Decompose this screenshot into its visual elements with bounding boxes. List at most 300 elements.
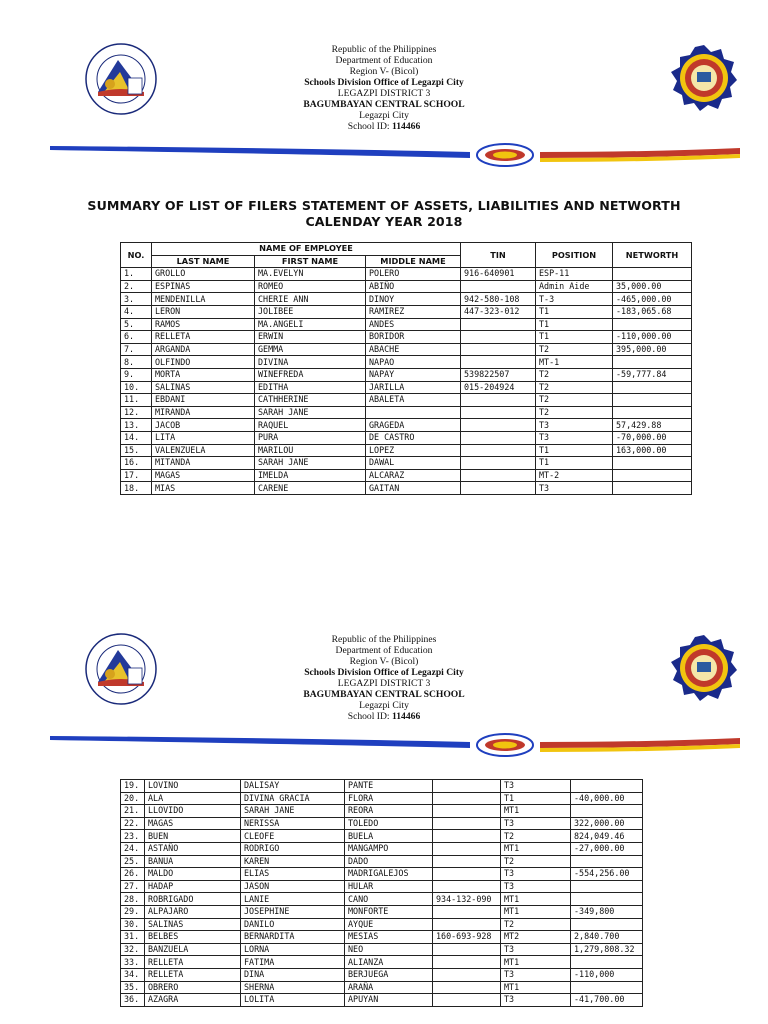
position-cell: T3 (501, 994, 571, 1007)
table-row (121, 943, 643, 956)
position-cell: MT1 (501, 842, 571, 855)
networth-cell: 322,000.00 (571, 817, 643, 830)
row-number: 13. (121, 419, 152, 432)
table-row (121, 331, 692, 344)
table-row (121, 419, 692, 432)
middle-name-cell: DINOY (366, 293, 461, 306)
letterhead (0, 44, 768, 132)
first-name-cell: RAQUEL (255, 419, 366, 432)
first-name-cell: DIVINA (255, 356, 366, 369)
table-row (121, 343, 692, 356)
networth-cell (571, 855, 643, 868)
last-name-cell: RELLETA (145, 956, 241, 969)
header-school: BAGUMBAYAN CENTRAL SCHOOL (303, 99, 465, 110)
networth-cell: 1,279,808.32 (571, 943, 643, 956)
document-page-2 (0, 590, 768, 1024)
table-row (121, 805, 643, 818)
last-name-cell: LOVINO (145, 780, 241, 793)
table-row (121, 469, 692, 482)
row-number: 25. (121, 855, 145, 868)
header-region: Region V- (Bicol) (349, 656, 419, 667)
middle-name-cell: JARILLA (366, 381, 461, 394)
row-number: 18. (121, 482, 152, 495)
networth-cell: -70,000.00 (613, 431, 692, 444)
first-name-cell: CHERIE ANN (255, 293, 366, 306)
middle-name-cell: GAITAN (366, 482, 461, 495)
table-row (121, 280, 692, 293)
last-name-cell: OLFINDO (152, 356, 255, 369)
first-name-cell: WINEFREDA (255, 368, 366, 381)
last-name-cell: AZAGRA (145, 994, 241, 1007)
table-row (121, 868, 643, 881)
tin-cell (461, 331, 536, 344)
first-name-cell: DIVINA GRACIA (241, 792, 345, 805)
row-number: 22. (121, 817, 145, 830)
networth-cell: -110,000.00 (613, 331, 692, 344)
tin-cell (461, 419, 536, 432)
tin-cell (433, 792, 501, 805)
last-name-cell: MAGAS (145, 817, 241, 830)
last-name-cell: EBDANI (152, 394, 255, 407)
tin-cell (433, 968, 501, 981)
networth-cell (571, 981, 643, 994)
first-name-cell: CARENE (255, 482, 366, 495)
first-name-cell: SARAH JANE (241, 805, 345, 818)
first-name-cell: MA.EVELYN (255, 268, 366, 281)
col-group-employee-name: NAME OF EMPLOYEE (152, 243, 461, 256)
filers-table-page-2 (120, 779, 643, 1007)
middle-name-cell: DE CASTRO (366, 431, 461, 444)
table-row (121, 817, 643, 830)
middle-name-cell: BUELA (345, 830, 433, 843)
middle-name-cell: DAWAL (366, 457, 461, 470)
title-line-2: CALENDAY YEAR 2018 (305, 214, 463, 229)
last-name-cell: MITANDA (152, 457, 255, 470)
table-row (121, 792, 643, 805)
header-country: Republic of the Philippines (331, 44, 437, 55)
last-name-cell: LITA (152, 431, 255, 444)
middle-name-cell: APUYAN (345, 994, 433, 1007)
tin-cell: 447-323-012 (461, 305, 536, 318)
table-body-page-2 (121, 780, 643, 1007)
tin-cell (433, 868, 501, 881)
last-name-cell: SALINAS (152, 381, 255, 394)
tin-cell (461, 431, 536, 444)
tin-cell (433, 780, 501, 793)
last-name-cell: BUEN (145, 830, 241, 843)
table-row (121, 268, 692, 281)
row-number: 12. (121, 406, 152, 419)
networth-cell: 824,049.46 (571, 830, 643, 843)
tin-cell (461, 343, 536, 356)
tin-cell (433, 817, 501, 830)
position-cell: MT1 (501, 893, 571, 906)
position-cell: MT1 (501, 805, 571, 818)
middle-name-cell: ABIÑO (366, 280, 461, 293)
last-name-cell: VALENZUELA (152, 444, 255, 457)
last-name-cell: GROLLO (152, 268, 255, 281)
last-name-cell: ROBRIGADO (145, 893, 241, 906)
decorative-banner (0, 140, 768, 176)
networth-cell: -27,000.00 (571, 842, 643, 855)
position-cell: MT1 (501, 956, 571, 969)
row-number: 11. (121, 394, 152, 407)
decorative-banner (0, 730, 768, 766)
position-cell: T2 (536, 381, 613, 394)
position-cell: T1 (536, 305, 613, 318)
middle-name-cell: NAPAY (366, 368, 461, 381)
first-name-cell: CLEOFE (241, 830, 345, 843)
first-name-cell: LOLITA (241, 994, 345, 1007)
last-name-cell: ALA (145, 792, 241, 805)
first-name-cell: PURA (255, 431, 366, 444)
tin-cell: 015-204924 (461, 381, 536, 394)
table-row (121, 780, 643, 793)
networth-cell: -59,777.84 (613, 368, 692, 381)
header-city: Legazpi City (359, 700, 409, 711)
last-name-cell: BELBES (145, 931, 241, 944)
table-row (121, 406, 692, 419)
position-cell: T3 (536, 419, 613, 432)
last-name-cell: LLOVIDO (145, 805, 241, 818)
tin-cell (433, 943, 501, 956)
position-cell: T1 (536, 457, 613, 470)
row-number: 27. (121, 880, 145, 893)
first-name-cell: JASON (241, 880, 345, 893)
last-name-cell: BANZUELA (145, 943, 241, 956)
row-number: 21. (121, 805, 145, 818)
position-cell: T-3 (536, 293, 613, 306)
table-row (121, 356, 692, 369)
middle-name-cell: FLORA (345, 792, 433, 805)
tin-cell: 916-640901 (461, 268, 536, 281)
first-name-cell: SARAH JANE (255, 457, 366, 470)
position-cell: T2 (536, 406, 613, 419)
middle-name-cell: ARAÑA (345, 981, 433, 994)
tin-cell (433, 880, 501, 893)
table-row (121, 855, 643, 868)
table-header-row-1 (121, 243, 692, 256)
networth-cell (613, 318, 692, 331)
position-cell: T3 (536, 431, 613, 444)
middle-name-cell: MANGAMPO (345, 842, 433, 855)
position-cell: T3 (501, 868, 571, 881)
row-number: 15. (121, 444, 152, 457)
networth-cell: 57,429.88 (613, 419, 692, 432)
position-cell: T3 (501, 817, 571, 830)
position-cell: T2 (536, 394, 613, 407)
position-cell: T3 (501, 943, 571, 956)
position-cell: MT1 (501, 981, 571, 994)
middle-name-cell: BERJUEGA (345, 968, 433, 981)
first-name-cell: RODRIGO (241, 842, 345, 855)
networth-cell: 163,000.00 (613, 444, 692, 457)
tin-cell: 942-580-108 (461, 293, 536, 306)
tin-cell (433, 842, 501, 855)
position-cell: MT-1 (536, 356, 613, 369)
tin-cell (461, 444, 536, 457)
last-name-cell: MALDO (145, 868, 241, 881)
tin-cell (461, 457, 536, 470)
tin-cell (433, 905, 501, 918)
header-school: BAGUMBAYAN CENTRAL SCHOOL (303, 689, 465, 700)
header-division: Schools Division Office of Legazpi City (304, 77, 464, 88)
middle-name-cell: ABALETA (366, 394, 461, 407)
last-name-cell: OBRERO (145, 981, 241, 994)
position-cell: T3 (536, 482, 613, 495)
table-row (121, 918, 643, 931)
tin-cell (461, 469, 536, 482)
row-number: 24. (121, 842, 145, 855)
tin-cell (461, 318, 536, 331)
position-cell: T1 (536, 331, 613, 344)
networth-cell (613, 469, 692, 482)
first-name-cell: BERNARDITA (241, 931, 345, 944)
networth-cell (613, 482, 692, 495)
col-header-networth: NETWORTH (613, 243, 692, 268)
tin-cell (433, 956, 501, 969)
position-cell: T3 (501, 780, 571, 793)
middle-name-cell: NAPAO (366, 356, 461, 369)
last-name-cell: MIRANDA (152, 406, 255, 419)
header-district: LEGAZPI DISTRICT 3 (337, 88, 431, 99)
first-name-cell: ELIAS (241, 868, 345, 881)
position-cell: T2 (501, 830, 571, 843)
row-number: 32. (121, 943, 145, 956)
networth-cell: -41,700.00 (571, 994, 643, 1007)
document-title (0, 198, 768, 230)
first-name-cell: JOSEPHINE (241, 905, 345, 918)
networth-cell: 35,000.00 (613, 280, 692, 293)
row-number: 16. (121, 457, 152, 470)
position-cell: MT-2 (536, 469, 613, 482)
row-number: 26. (121, 868, 145, 881)
row-number: 23. (121, 830, 145, 843)
col-header-tin: TIN (461, 243, 536, 268)
last-name-cell: JACOB (152, 419, 255, 432)
first-name-cell: JOLIBEE (255, 305, 366, 318)
row-number: 7. (121, 343, 152, 356)
middle-name-cell: AYQUE (345, 918, 433, 931)
position-cell: ESP-11 (536, 268, 613, 281)
row-number: 2. (121, 280, 152, 293)
tin-cell (433, 805, 501, 818)
table-row (121, 968, 643, 981)
first-name-cell: FATIMA (241, 956, 345, 969)
table-row (121, 318, 692, 331)
last-name-cell: LERON (152, 305, 255, 318)
first-name-cell: NERISSA (241, 817, 345, 830)
table-row (121, 905, 643, 918)
row-number: 31. (121, 931, 145, 944)
row-number: 35. (121, 981, 145, 994)
middle-name-cell: DADO (345, 855, 433, 868)
middle-name-cell (366, 406, 461, 419)
position-cell: MT2 (501, 931, 571, 944)
header-city: Legazpi City (359, 110, 409, 121)
position-cell: T2 (536, 343, 613, 356)
last-name-cell: MORTA (152, 368, 255, 381)
table-body-page-1 (121, 268, 692, 495)
first-name-cell: CATHHERINE (255, 394, 366, 407)
table-row (121, 368, 692, 381)
table-row (121, 842, 643, 855)
header-school-id: School ID: 114466 (347, 121, 421, 132)
networth-cell: -349,800 (571, 905, 643, 918)
last-name-cell: RAMOS (152, 318, 255, 331)
networth-cell (571, 893, 643, 906)
row-number: 34. (121, 968, 145, 981)
middle-name-cell: MADRIGALEJOS (345, 868, 433, 881)
row-number: 29. (121, 905, 145, 918)
header-division: Schools Division Office of Legazpi City (304, 667, 464, 678)
table-row (121, 994, 643, 1007)
row-number: 30. (121, 918, 145, 931)
row-number: 36. (121, 994, 145, 1007)
networth-cell (613, 356, 692, 369)
tin-cell (433, 830, 501, 843)
networth-cell (613, 457, 692, 470)
table-row (121, 293, 692, 306)
tin-cell: 539822507 (461, 368, 536, 381)
first-name-cell: SARAH JANE (255, 406, 366, 419)
last-name-cell: SALINAS (145, 918, 241, 931)
letterhead (0, 634, 768, 722)
table-row (121, 482, 692, 495)
middle-name-cell: ALIANZA (345, 956, 433, 969)
last-name-cell: RELLETA (145, 968, 241, 981)
table-row (121, 931, 643, 944)
middle-name-cell: PANTE (345, 780, 433, 793)
middle-name-cell: TOLEDO (345, 817, 433, 830)
tin-cell (461, 280, 536, 293)
last-name-cell: MIAS (152, 482, 255, 495)
row-number: 1. (121, 268, 152, 281)
table-row (121, 444, 692, 457)
col-header-middle-name: MIDDLE NAME (366, 255, 461, 268)
middle-name-cell: RAMIREZ (366, 305, 461, 318)
row-number: 19. (121, 780, 145, 793)
last-name-cell: MAGAS (152, 469, 255, 482)
tin-cell: 160-693-928 (433, 931, 501, 944)
first-name-cell: MARILOU (255, 444, 366, 457)
row-number: 33. (121, 956, 145, 969)
networth-cell (571, 918, 643, 931)
header-region: Region V- (Bicol) (349, 66, 419, 77)
table-row (121, 431, 692, 444)
table-row (121, 830, 643, 843)
networth-cell (571, 956, 643, 969)
row-number: 10. (121, 381, 152, 394)
header-district: LEGAZPI DISTRICT 3 (337, 678, 431, 689)
networth-cell (571, 780, 643, 793)
middle-name-cell: MESIAS (345, 931, 433, 944)
table-row (121, 893, 643, 906)
first-name-cell: ERWIN (255, 331, 366, 344)
position-cell: T2 (501, 855, 571, 868)
last-name-cell: RELLETA (152, 331, 255, 344)
table-row (121, 381, 692, 394)
first-name-cell: GEMMA (255, 343, 366, 356)
filers-table-page-1 (120, 242, 692, 495)
tin-cell (461, 394, 536, 407)
table-row (121, 880, 643, 893)
row-number: 14. (121, 431, 152, 444)
networth-cell: -183,065.68 (613, 305, 692, 318)
row-number: 28. (121, 893, 145, 906)
position-cell: Admin Aide (536, 280, 613, 293)
header-school-id: School ID: 114466 (347, 711, 421, 722)
networth-cell (613, 381, 692, 394)
first-name-cell: LANIE (241, 893, 345, 906)
tin-cell (461, 482, 536, 495)
first-name-cell: EDITHA (255, 381, 366, 394)
networth-cell (613, 394, 692, 407)
table-row (121, 394, 692, 407)
middle-name-cell: ALCARAZ (366, 469, 461, 482)
row-number: 8. (121, 356, 152, 369)
networth-cell: 395,000.00 (613, 343, 692, 356)
table-row (121, 981, 643, 994)
middle-name-cell: CANO (345, 893, 433, 906)
middle-name-cell: POLERO (366, 268, 461, 281)
networth-cell: -554,256.00 (571, 868, 643, 881)
row-number: 20. (121, 792, 145, 805)
networth-cell (613, 268, 692, 281)
table-row (121, 305, 692, 318)
position-cell: T1 (501, 792, 571, 805)
tin-cell (433, 981, 501, 994)
header-department: Department of Education (335, 645, 433, 656)
row-number: 3. (121, 293, 152, 306)
header-department: Department of Education (335, 55, 433, 66)
middle-name-cell: HULAR (345, 880, 433, 893)
position-cell: T1 (536, 444, 613, 457)
first-name-cell: ROMEO (255, 280, 366, 293)
middle-name-cell: MONFORTE (345, 905, 433, 918)
networth-cell (571, 805, 643, 818)
middle-name-cell: ABACHE (366, 343, 461, 356)
middle-name-cell: REORA (345, 805, 433, 818)
position-cell: T3 (501, 968, 571, 981)
tin-cell (433, 855, 501, 868)
table-row (121, 956, 643, 969)
table-row (121, 457, 692, 470)
row-number: 4. (121, 305, 152, 318)
first-name-cell: SHERNA (241, 981, 345, 994)
title-line-1: SUMMARY OF LIST OF FILERS STATEMENT OF ASSETS, LIABILITIES AND NETWORTH (87, 198, 681, 213)
position-cell: T3 (501, 880, 571, 893)
networth-cell: -110,000 (571, 968, 643, 981)
row-number: 6. (121, 331, 152, 344)
first-name-cell: DANILO (241, 918, 345, 931)
row-number: 9. (121, 368, 152, 381)
position-cell: T2 (536, 368, 613, 381)
col-header-last-name: LAST NAME (152, 255, 255, 268)
first-name-cell: DINA (241, 968, 345, 981)
position-cell: T1 (536, 318, 613, 331)
tin-cell (433, 918, 501, 931)
networth-cell: -465,000.00 (613, 293, 692, 306)
position-cell: MT1 (501, 905, 571, 918)
col-header-first-name: FIRST NAME (255, 255, 366, 268)
middle-name-cell: ANDES (366, 318, 461, 331)
networth-cell (571, 880, 643, 893)
middle-name-cell: NEO (345, 943, 433, 956)
position-cell: T2 (501, 918, 571, 931)
first-name-cell: KAREN (241, 855, 345, 868)
row-number: 17. (121, 469, 152, 482)
